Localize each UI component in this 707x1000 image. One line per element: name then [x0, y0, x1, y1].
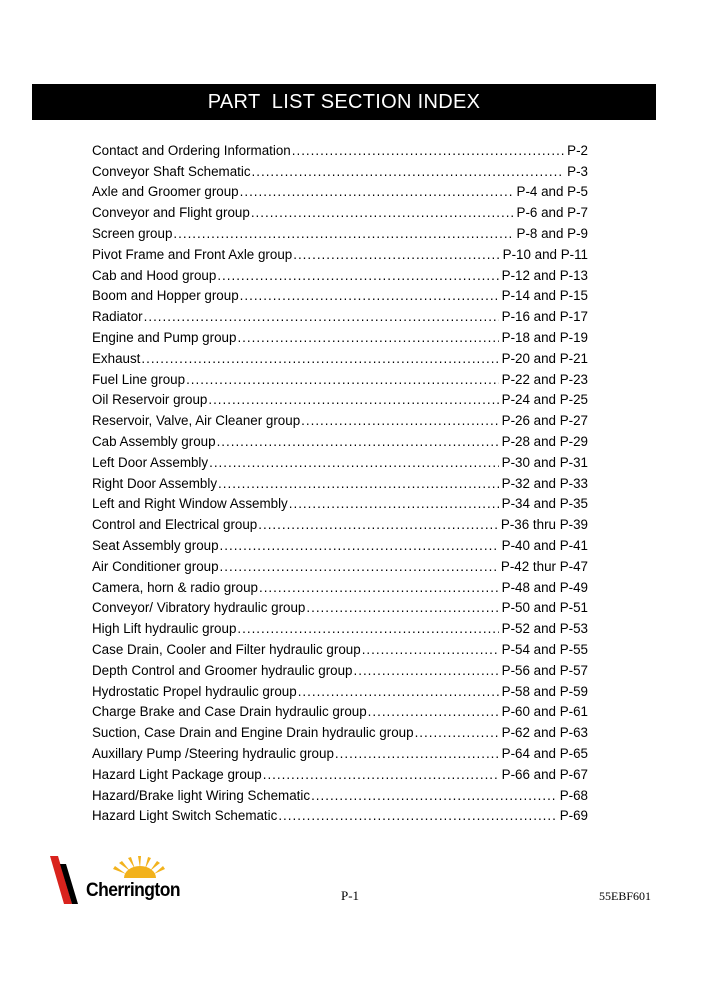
toc-entry-label: High Lift hydraulic group — [92, 621, 237, 637]
toc-entry — [92, 700, 588, 721]
dot-leader — [311, 788, 557, 804]
toc-entry-label: Suction, Case Drain and Engine Drain hydraulic group — [92, 725, 414, 741]
toc-entry-page: P-34 and P-35 — [501, 496, 588, 512]
toc-entry-page: P-58 and P-59 — [501, 683, 588, 699]
toc-entry — [92, 616, 588, 637]
toc-entry-label: Radiator — [92, 309, 143, 325]
toc-entry-page: P-10 and P-11 — [502, 246, 588, 262]
toc-entry-label: Axle and Groomer group — [92, 184, 239, 200]
toc-entry-label: Oil Reservoir group — [92, 392, 208, 408]
toc-entry-page: P-4 and P-5 — [516, 184, 588, 200]
toc-entry-page: P-66 and P-67 — [501, 766, 588, 782]
dot-leader — [237, 621, 498, 637]
toc-entry — [92, 180, 588, 201]
toc-entry — [92, 575, 588, 596]
dot-leader — [335, 746, 499, 762]
dot-leader — [220, 538, 499, 554]
toc-entry-page: P-24 and P-25 — [501, 392, 588, 408]
dot-leader — [218, 476, 499, 492]
toc-entry-label: Pivot Frame and Front Axle group — [92, 246, 293, 262]
toc-entry-page: P-69 — [559, 808, 588, 824]
dot-leader — [368, 704, 499, 720]
toc-entry — [92, 512, 588, 533]
dot-leader — [251, 205, 514, 221]
toc-entry-label: Depth Control and Groomer hydraulic group — [92, 662, 353, 678]
toc-entry — [92, 408, 588, 429]
dot-leader — [220, 559, 498, 575]
dot-leader — [293, 247, 499, 263]
toc-entry-page: P-36 thru P-39 — [500, 517, 588, 533]
toc-entry-page: P-18 and P-19 — [501, 329, 588, 345]
toc-entry-page: P-8 and P-9 — [516, 225, 588, 241]
toc-entry — [92, 471, 588, 492]
toc-entry — [92, 325, 588, 346]
toc-entry-label: Camera, horn & radio group — [92, 579, 258, 595]
toc-entry-label: Cab Assembly group — [92, 433, 216, 449]
dot-leader — [362, 642, 499, 658]
toc-entry-page: P-20 and P-21 — [501, 350, 588, 366]
toc-entry — [92, 159, 588, 180]
dot-leader — [186, 372, 499, 388]
toc-entry-label: Contact and Ordering Information — [92, 142, 291, 158]
toc-entry-page: P-30 and P-31 — [501, 454, 588, 470]
toc-entry — [92, 492, 588, 513]
toc-entry-label: Boom and Hopper group — [92, 288, 239, 304]
toc-entry-page: P-28 and P-29 — [501, 433, 588, 449]
dot-leader — [354, 663, 499, 679]
toc-entry-page: P-56 and P-57 — [501, 662, 588, 678]
toc-entry — [92, 242, 588, 263]
page-number: P-1 — [340, 888, 360, 903]
toc-entry-page: P-40 and P-41 — [501, 537, 588, 553]
dot-leader — [289, 496, 499, 512]
dot-leader — [259, 580, 499, 596]
toc-entry-page: P-50 and P-51 — [501, 600, 588, 616]
toc-entry-label: Conveyor Shaft Schematic — [92, 163, 251, 179]
toc-entry-label: Seat Assembly group — [92, 537, 219, 553]
toc-entry-page: P-22 and P-23 — [501, 371, 588, 387]
dot-leader — [263, 767, 499, 783]
toc-entry-page: P-12 and P-13 — [501, 267, 588, 283]
toc-entry — [92, 304, 588, 325]
toc-entry-page: P-2 — [567, 142, 588, 158]
dot-leader — [258, 517, 498, 533]
toc-entry-page: P-64 and P-65 — [501, 745, 588, 761]
title-bar — [32, 84, 656, 120]
toc-entry — [92, 284, 588, 305]
toc-entry — [92, 783, 588, 804]
toc-entry — [92, 554, 588, 575]
toc-entry — [92, 533, 588, 554]
toc-entry-label: Conveyor and Flight group — [92, 205, 250, 221]
toc-entry-page: P-3 — [567, 163, 588, 179]
toc-entry-page: P-68 — [559, 787, 588, 803]
toc-entry-label: Cab and Hood group — [92, 267, 217, 283]
page-title: PART LIST SECTION INDEX — [207, 90, 481, 113]
toc-entry-label: Right Door Assembly — [92, 475, 218, 491]
toc-entry — [92, 596, 588, 617]
toc-entry-label: Hydrostatic Propel hydraulic group — [92, 683, 297, 699]
dot-leader — [415, 725, 499, 741]
dot-leader — [237, 330, 498, 346]
dot-leader — [141, 351, 498, 367]
toc-entry-label: Charge Brake and Case Drain hydraulic group — [92, 704, 367, 720]
dot-leader — [240, 288, 499, 304]
cherrington-logo — [50, 852, 200, 914]
toc-entry — [92, 720, 588, 741]
toc-entry-label: Control and Electrical group — [92, 517, 258, 533]
dot-leader — [240, 184, 514, 200]
toc-entry — [92, 429, 588, 450]
toc-entry-page: P-54 and P-55 — [501, 641, 588, 657]
toc-entry-page: P-48 and P-49 — [501, 579, 588, 595]
dot-leader — [252, 164, 565, 180]
dot-leader — [278, 808, 556, 824]
toc-entry-label: Case Drain, Cooler and Filter hydraulic group — [92, 641, 361, 657]
dot-leader — [301, 413, 498, 429]
toc-entry-page: P-6 and P-7 — [516, 205, 588, 221]
toc-entry-label: Reservoir, Valve, Air Cleaner group — [92, 413, 301, 429]
toc-entry — [92, 221, 588, 242]
toc-entry-label: Auxillary Pump /Steering hydraulic group — [92, 745, 334, 761]
toc-entry-page: P-42 thur P-47 — [500, 558, 588, 574]
dot-leader — [217, 268, 498, 284]
toc-entry-label: Fuel Line group — [92, 371, 186, 387]
dot-leader — [209, 455, 499, 471]
toc-entry — [92, 388, 588, 409]
toc-entry-label: Exhaust — [92, 350, 141, 366]
dot-leader — [292, 143, 564, 159]
toc-entry — [92, 263, 588, 284]
dot-leader — [144, 309, 499, 325]
toc-entry-label: Engine and Pump group — [92, 329, 237, 345]
dot-leader — [298, 684, 499, 700]
logo-text: Cherrington — [86, 880, 180, 901]
toc-entry-page: P-52 and P-53 — [501, 621, 588, 637]
document-code: 55EBF601 — [598, 889, 651, 903]
toc-entry — [92, 679, 588, 700]
toc-entry-page: P-32 and P-33 — [501, 475, 588, 491]
toc-entry — [92, 658, 588, 679]
toc-entry-label: Hazard Light Package group — [92, 766, 262, 782]
toc-entry — [92, 762, 588, 783]
toc-entry — [92, 346, 588, 367]
toc-entry-page: P-26 and P-27 — [501, 413, 588, 429]
section-index-list — [92, 138, 588, 824]
toc-entry-page: P-60 and P-61 — [501, 704, 588, 720]
toc-entry — [92, 367, 588, 388]
toc-entry — [92, 804, 588, 825]
toc-entry-label: Left and Right Window Assembly — [92, 496, 288, 512]
toc-entry-page: P-14 and P-15 — [501, 288, 588, 304]
toc-entry-label: Left Door Assembly — [92, 454, 209, 470]
toc-entry-label: Screen group — [92, 225, 173, 241]
toc-entry — [92, 138, 588, 159]
toc-entry-label: Conveyor/ Vibratory hydraulic group — [92, 600, 306, 616]
toc-entry — [92, 200, 588, 221]
toc-entry-label: Hazard Light Switch Schematic — [92, 808, 278, 824]
toc-entry — [92, 741, 588, 762]
toc-entry-label: Air Conditioner group — [92, 558, 219, 574]
toc-entry-label: Hazard/Brake light Wiring Schematic — [92, 787, 311, 803]
toc-entry-page: P-62 and P-63 — [501, 725, 588, 741]
dot-leader — [217, 434, 499, 450]
toc-entry-page: P-16 and P-17 — [501, 309, 588, 325]
dot-leader — [208, 392, 498, 408]
dot-leader — [173, 226, 513, 242]
toc-entry — [92, 637, 588, 658]
toc-entry — [92, 450, 588, 471]
dot-leader — [306, 600, 498, 616]
